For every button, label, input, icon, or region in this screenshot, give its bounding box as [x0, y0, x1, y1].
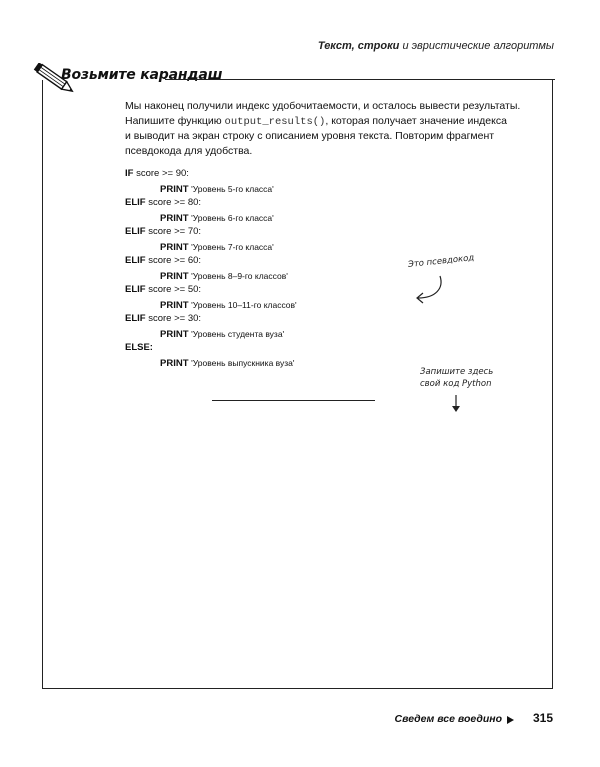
- header-title-rest: и эвристические алгоритмы: [399, 40, 554, 52]
- pseudocode-block: [125, 167, 297, 370]
- intro-line: [125, 114, 525, 130]
- down-arrow-icon: [450, 394, 462, 414]
- pseudocode-line: PRINT 'Уровень студента вуза': [160, 328, 285, 340]
- intro-line2-pre: Напишите функцию: [125, 114, 225, 127]
- page-number: 315: [533, 711, 554, 725]
- pseudocode-line: PRINT 'Уровень выпускника вуза': [160, 357, 295, 369]
- pseudocode-line: PRINT 'Уровень 6-го класса': [160, 212, 274, 224]
- pseudocode-line: PRINT 'Уровень 5-го класса': [160, 183, 274, 195]
- pseudocode-line: ELIF score >= 80:: [125, 197, 202, 208]
- running-header: [318, 40, 554, 52]
- intro-paragraph: [125, 99, 525, 158]
- footer-next-link[interactable]: Сведем все воедино: [394, 713, 502, 725]
- python-note-line: Запишите здесь: [420, 367, 494, 377]
- curved-arrow-icon: [410, 272, 450, 308]
- pseudocode-line: ELIF score >= 60:: [125, 255, 202, 266]
- function-name-code: output_results(): [224, 115, 326, 128]
- intro-line: псевдокода для удобства.: [125, 144, 253, 157]
- triangle-right-icon: [507, 716, 514, 724]
- pseudocode-line: IF score >= 90:: [125, 168, 189, 179]
- python-note-line: свой код Python: [420, 379, 492, 389]
- pseudocode-line: PRINT 'Уровень 10–11-го классов': [160, 299, 297, 311]
- pseudocode-line: ELSE:: [125, 342, 153, 353]
- intro-line2-post: , которая получает значение индекса: [325, 114, 507, 127]
- pseudocode-line: PRINT 'Уровень 7-го класса': [160, 241, 274, 253]
- intro-line: и выводит на экран строку с описанием уровня текста. Повторим фрагмент: [125, 130, 495, 142]
- section-title: Возьмите карандаш: [61, 67, 223, 83]
- header-title-bold: Текст, строки: [317, 40, 400, 52]
- answer-line: [212, 400, 375, 401]
- pseudocode-line: PRINT 'Уровень 8–9-го классов': [160, 270, 288, 282]
- pseudocode-line: ELIF score >= 70:: [125, 226, 202, 237]
- python-annotation: [420, 366, 493, 390]
- pseudocode-annotation: Это псевдокод: [407, 253, 475, 270]
- pseudocode-line: ELIF score >= 30:: [125, 313, 202, 324]
- pseudocode-line: ELIF score >= 50:: [125, 284, 202, 295]
- intro-line: Мы наконец получили индекс удобочитаемости, и осталось вывести результаты.: [125, 100, 521, 112]
